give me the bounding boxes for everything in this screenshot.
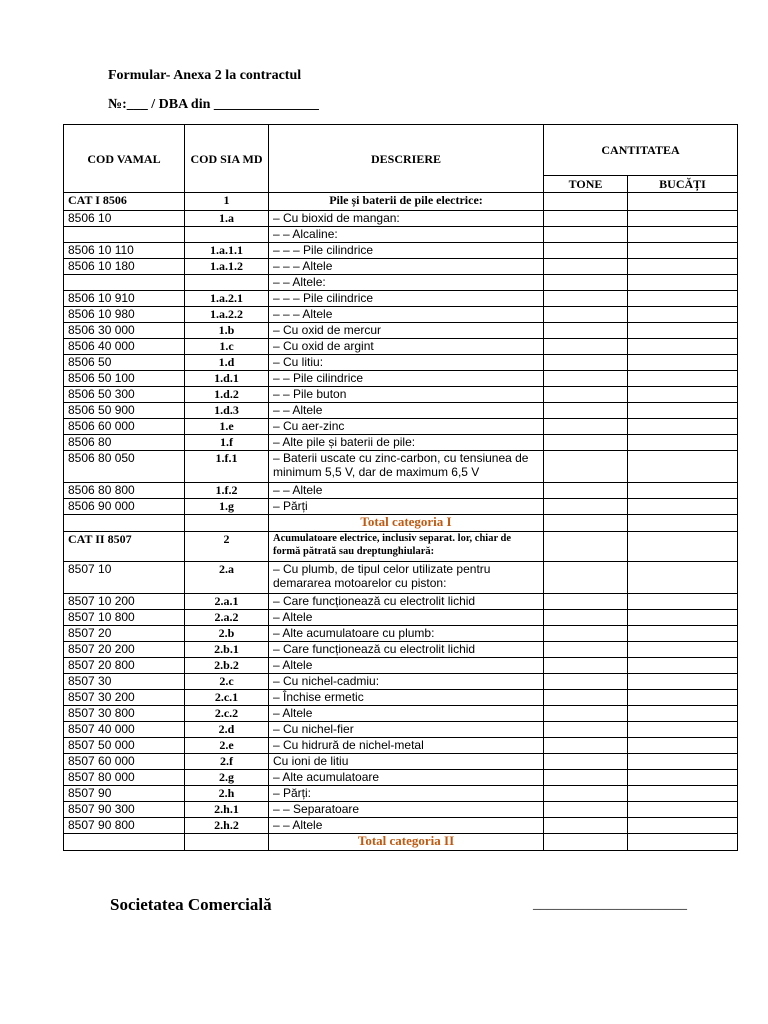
bucati-cell[interactable] [628,658,738,674]
goods-table [63,124,738,851]
bucati-cell[interactable] [628,818,738,834]
bucati-cell[interactable] [628,451,738,483]
table-row [64,243,738,259]
cod-vamal-cell: 8506 50 100 [64,371,185,387]
bucati-cell[interactable] [628,435,738,451]
cod-vamal-cell: 8507 30 200 [64,690,185,706]
bucati-cell[interactable] [628,754,738,770]
cod-vamal-cell: 8506 80 800 [64,483,185,499]
bucati-cell[interactable] [628,339,738,355]
bucati-total-cell[interactable] [628,515,738,532]
description-cell: – – – Pile cilindrice [269,243,544,259]
cod-sia-cell: 2.h.2 [185,818,269,834]
table-row [64,451,738,483]
bucati-cell[interactable] [628,259,738,275]
tone-cell[interactable] [544,451,628,483]
description-cell: – Cu aer-zinc [269,419,544,435]
description-cell: – Alte acumulatoare [269,770,544,786]
cod-vamal-cell: 8507 80 000 [64,770,185,786]
tone-cell[interactable] [544,323,628,339]
bucati-cell[interactable] [628,355,738,371]
header-tone: TONE [544,176,628,193]
table-row [64,610,738,626]
description-cell: – Altele [269,610,544,626]
cod-sia-cell: 1.d [185,355,269,371]
description-cell: – – Altele: [269,275,544,291]
tone-cell[interactable] [544,706,628,722]
table-row [64,818,738,834]
tone-cell[interactable] [544,339,628,355]
cod-sia-cell: 2.c [185,674,269,690]
category-description: Pile și baterii de pile electrice: [269,193,544,211]
table-row [64,403,738,419]
table-row [64,706,738,722]
cod-sia-cell: 2.a [185,562,269,594]
cod-vamal-cell: 8506 10 110 [64,243,185,259]
cod-sia-cell [185,227,269,243]
table-row [64,307,738,323]
description-cell: – Care funcționează cu electrolit lichid [269,594,544,610]
total-label: Total categoria II [269,834,544,851]
bucati-cell[interactable] [628,403,738,419]
tone-cell[interactable] [544,193,628,211]
contract-number-line: №:___ / DBA din _______________ [108,97,319,112]
cod-vamal-cell: 8506 80 [64,435,185,451]
description-cell: – – – Pile cilindrice [269,291,544,307]
header-cod-vamal: COD VAMAL [64,125,185,193]
table-row [64,339,738,355]
tone-cell[interactable] [544,818,628,834]
cod-sia-cell: 2.h [185,786,269,802]
bucati-cell[interactable] [628,532,738,562]
tone-cell[interactable] [544,419,628,435]
table-row [64,483,738,499]
table-row [64,435,738,451]
category-description: Acumulatoare electrice, inclusiv separat. lor, chiar de formă pătrată sau dreptunghiulară: [269,532,544,562]
description-cell: – Cu hidrură de nichel-metal [269,738,544,754]
description-cell: – – Altele [269,403,544,419]
tone-total-cell[interactable] [544,515,628,532]
tone-cell[interactable] [544,674,628,690]
description-cell: – Cu bioxid de mangan: [269,211,544,227]
empty-cell [185,834,269,851]
total-row [64,515,738,532]
signature-line: ______________________ [533,897,687,912]
cod-sia-cell: 1.a.2.1 [185,291,269,307]
cod-vamal-cell: 8506 10 180 [64,259,185,275]
bucati-cell[interactable] [628,291,738,307]
cod-vamal-cell: 8506 40 000 [64,339,185,355]
cod-vamal-cell [64,227,185,243]
bucati-cell[interactable] [628,275,738,291]
bucati-cell[interactable] [628,243,738,259]
cod-sia-cell: 1.a [185,211,269,227]
tone-cell[interactable] [544,532,628,562]
company-label: Societatea Comercială [110,895,272,914]
description-cell: – Cu nichel-cadmiu: [269,674,544,690]
cod-vamal-cell [64,275,185,291]
cod-sia-cell [185,275,269,291]
table-row [64,275,738,291]
bucati-cell[interactable] [628,483,738,499]
form-title: Formular- Anexa 2 la contractul [108,68,302,83]
tone-cell[interactable] [544,499,628,515]
total-row [64,834,738,851]
header-descriere: DESCRIERE [269,125,544,193]
table-row [64,738,738,754]
bucati-cell[interactable] [628,211,738,227]
bucati-cell[interactable] [628,802,738,818]
header-bucati: BUCĂȚI [628,176,738,193]
cod-sia-cell: 1.d.2 [185,387,269,403]
category-sia: 1 [185,193,269,211]
bucati-cell[interactable] [628,674,738,690]
description-cell: – – – Altele [269,307,544,323]
tone-cell[interactable] [544,722,628,738]
bucati-total-cell[interactable] [628,834,738,851]
tone-cell[interactable] [544,291,628,307]
tone-cell[interactable] [544,610,628,626]
cod-sia-cell: 2.b [185,626,269,642]
bucati-cell[interactable] [628,610,738,626]
description-cell: – – Alcaline: [269,227,544,243]
cod-sia-cell: 2.b.2 [185,658,269,674]
table-row [64,419,738,435]
bucati-cell[interactable] [628,642,738,658]
tone-cell[interactable] [544,738,628,754]
cod-vamal-cell: 8507 20 800 [64,658,185,674]
cod-sia-cell: 2.c.2 [185,706,269,722]
cod-sia-cell: 2.d [185,722,269,738]
cod-vamal-cell: 8507 20 200 [64,642,185,658]
table-row [64,499,738,515]
description-cell: – Cu litiu: [269,355,544,371]
tone-cell[interactable] [544,243,628,259]
table-row [64,594,738,610]
bucati-cell[interactable] [628,193,738,211]
total-label: Total categoria I [269,515,544,532]
cod-sia-cell: 2.g [185,770,269,786]
table-row [64,802,738,818]
category-row [64,193,738,211]
cod-vamal-cell: 8507 10 [64,562,185,594]
cod-vamal-cell: 8507 50 000 [64,738,185,754]
category-code: CAT I 8506 [64,193,185,211]
tone-cell[interactable] [544,594,628,610]
cod-vamal-cell: 8506 10 910 [64,291,185,307]
description-cell: – – Separatoare [269,802,544,818]
empty-cell [64,834,185,851]
tone-cell[interactable] [544,435,628,451]
table-row [64,770,738,786]
description-cell: – – Pile cilindrice [269,371,544,387]
table-row [64,690,738,706]
table-row [64,291,738,307]
cod-sia-cell: 1.a.1.2 [185,259,269,275]
description-cell: – Închise ermetic [269,690,544,706]
tone-cell[interactable] [544,562,628,594]
tone-total-cell[interactable] [544,834,628,851]
bucati-cell[interactable] [628,499,738,515]
tone-cell[interactable] [544,355,628,371]
cod-sia-cell: 1.d.1 [185,371,269,387]
description-cell: – Cu plumb, de tipul celor utilizate pentru demararea motoarelor cu piston: [269,562,544,594]
cod-vamal-cell: 8507 90 800 [64,818,185,834]
cod-vamal-cell: 8506 80 050 [64,451,185,483]
table-row [64,355,738,371]
bucati-cell[interactable] [628,786,738,802]
category-row [64,532,738,562]
bucati-cell[interactable] [628,419,738,435]
cod-vamal-cell: 8506 50 900 [64,403,185,419]
table-row [64,371,738,387]
tone-cell[interactable] [544,227,628,243]
cod-sia-cell: 2.e [185,738,269,754]
table-row [64,642,738,658]
cod-sia-cell: 2.c.1 [185,690,269,706]
cod-sia-cell: 1.f.2 [185,483,269,499]
bucati-cell[interactable] [628,594,738,610]
tone-cell[interactable] [544,403,628,419]
cod-sia-cell: 2.a.2 [185,610,269,626]
description-cell: – Altele [269,658,544,674]
cod-sia-cell: 1.a.2.2 [185,307,269,323]
cod-sia-cell: 2.a.1 [185,594,269,610]
cod-sia-cell: 2.b.1 [185,642,269,658]
bucati-cell[interactable] [628,770,738,786]
tone-cell[interactable] [544,754,628,770]
tone-cell[interactable] [544,211,628,227]
cod-sia-cell: 2.f [185,754,269,770]
bucati-cell[interactable] [628,323,738,339]
cod-vamal-cell: 8506 10 980 [64,307,185,323]
description-cell: – Baterii uscate cu zinc-carbon, cu tensiunea de minimum 5,5 V, dar de maximum 6,5 V [269,451,544,483]
cod-vamal-cell: 8506 30 000 [64,323,185,339]
tone-cell[interactable] [544,307,628,323]
table-row [64,227,738,243]
tone-cell[interactable] [544,658,628,674]
tone-cell[interactable] [544,275,628,291]
tone-cell[interactable] [544,387,628,403]
bucati-cell[interactable] [628,738,738,754]
tone-cell[interactable] [544,626,628,642]
tone-cell[interactable] [544,786,628,802]
header-cantitatea: CANTITATEA [544,125,738,176]
cod-sia-cell: 1.a.1.1 [185,243,269,259]
description-cell: – Cu oxid de argint [269,339,544,355]
table-row [64,674,738,690]
description-cell: – Alte pile și baterii de pile: [269,435,544,451]
category-sia: 2 [185,532,269,562]
bucati-cell[interactable] [628,227,738,243]
cod-sia-cell: 1.f.1 [185,451,269,483]
cod-sia-cell: 1.f [185,435,269,451]
cod-sia-cell: 1.g [185,499,269,515]
cod-sia-cell: 1.d.3 [185,403,269,419]
description-cell: Cu ioni de litiu [269,754,544,770]
description-cell: – Care funcționează cu electrolit lichid [269,642,544,658]
table-row [64,259,738,275]
cod-vamal-cell: 8506 50 [64,355,185,371]
description-cell: – Alte acumulatoare cu plumb: [269,626,544,642]
table-row [64,211,738,227]
tone-cell[interactable] [544,690,628,706]
category-code: CAT II 8507 [64,532,185,562]
cod-vamal-cell: 8507 90 300 [64,802,185,818]
cod-vamal-cell: 8506 10 [64,211,185,227]
bucati-cell[interactable] [628,387,738,403]
tone-cell[interactable] [544,483,628,499]
cod-sia-cell: 2.h.1 [185,802,269,818]
cod-vamal-cell: 8507 30 800 [64,706,185,722]
cod-vamal-cell: 8507 40 000 [64,722,185,738]
table-row [64,754,738,770]
cod-sia-cell: 1.c [185,339,269,355]
bucati-cell[interactable] [628,722,738,738]
empty-cell [64,515,185,532]
cod-sia-cell: 1.e [185,419,269,435]
cod-vamal-cell: 8506 60 000 [64,419,185,435]
table-row [64,323,738,339]
description-cell: – – Altele [269,483,544,499]
description-cell: – – – Altele [269,259,544,275]
bucati-cell[interactable] [628,371,738,387]
bucati-cell[interactable] [628,307,738,323]
bucati-cell[interactable] [628,562,738,594]
table-row [64,722,738,738]
cod-vamal-cell: 8507 10 800 [64,610,185,626]
cod-vamal-cell: 8507 10 200 [64,594,185,610]
table-row [64,562,738,594]
cod-vamal-cell: 8506 90 000 [64,499,185,515]
tone-cell[interactable] [544,770,628,786]
empty-cell [185,515,269,532]
tone-cell[interactable] [544,371,628,387]
header-cod-sia-md: COD SIA MD [185,125,269,193]
description-cell: – Părți: [269,786,544,802]
cod-sia-cell: 1.b [185,323,269,339]
cod-vamal-cell: 8507 60 000 [64,754,185,770]
cod-vamal-cell: 8507 30 [64,674,185,690]
cod-vamal-cell: 8507 20 [64,626,185,642]
bucati-cell[interactable] [628,690,738,706]
description-cell: – – Altele [269,818,544,834]
table-row [64,626,738,642]
tone-cell[interactable] [544,259,628,275]
tone-cell[interactable] [544,802,628,818]
description-cell: – Cu oxid de mercur [269,323,544,339]
table-row [64,658,738,674]
description-cell: – – Pile buton [269,387,544,403]
table-row [64,786,738,802]
description-cell: – Părți [269,499,544,515]
bucati-cell[interactable] [628,706,738,722]
description-cell: – Cu nichel-fier [269,722,544,738]
cod-vamal-cell: 8506 50 300 [64,387,185,403]
tone-cell[interactable] [544,642,628,658]
bucati-cell[interactable] [628,626,738,642]
table-row [64,387,738,403]
description-cell: – Altele [269,706,544,722]
cod-vamal-cell: 8507 90 [64,786,185,802]
